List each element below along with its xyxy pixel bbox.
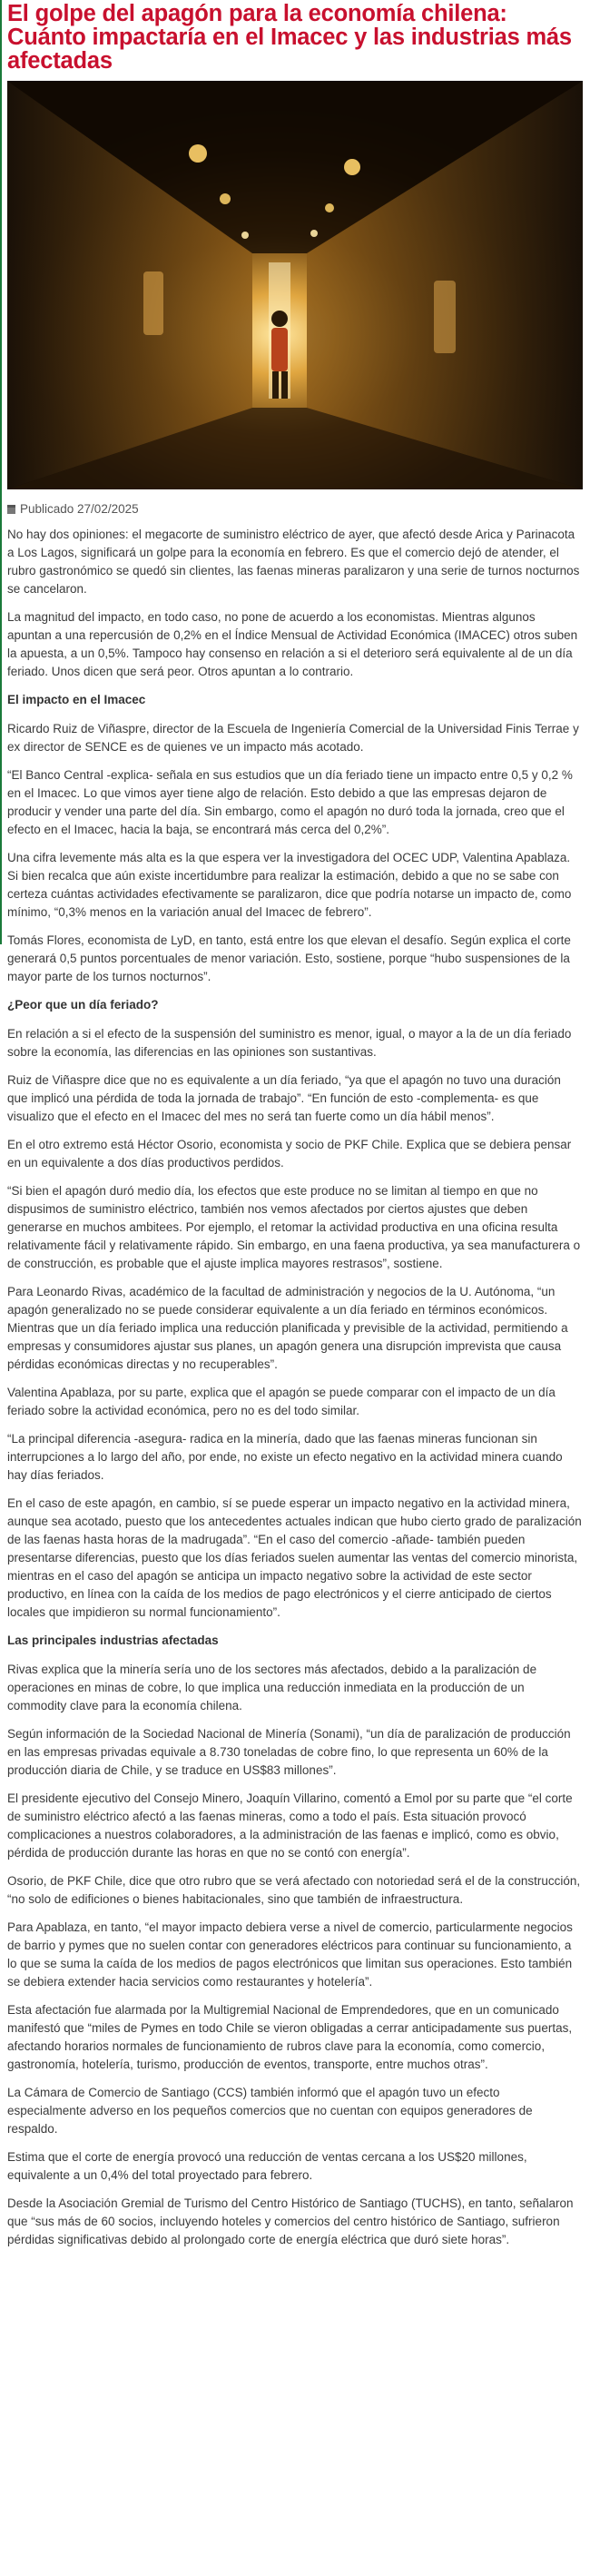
article-paragraph: Rivas explica que la minería sería uno de los sectores más afectados, debido a la paralización de operaciones en minas de cobre, lo que implica una reducción inmediata en la producción de un commodity clave para la economía chilena. xyxy=(7,1663,537,1712)
section-heading: ¿Peor que un día feriado? xyxy=(7,998,159,1012)
article-paragraph: Estima que el corte de energía provocó una reducción de ventas cercana a los US$20 millones, equivalente a un 0,4% del total proyectado para febrero. xyxy=(7,2150,527,2182)
article-paragraph: La Cámara de Comercio de Santiago (CCS) también informó que el apagón tuvo un efecto especialmente adverso en los pequeños comercios que no cuentan con equipos generadores de respaldo. xyxy=(7,2086,533,2136)
article-paragraph: Para Leonardo Rivas, académico de la facultad de administración y negocios de la U. Autónoma, “un apagón generalizado no se puede considerar equivalente a un día feriado en términos económicos. Mientras que un día feriado implica una reducción planificada y previsible de la actividad, permitiendo a empresas y consumidores ajustar sus planes, un apagón genera una disrupción imprevista que causa pérdidas económicas directas y no recuperables”. xyxy=(7,1285,568,1371)
article-paragraph: Tomás Flores, economista de LyD, en tanto, está entre los que elevan el desafío. Según explica el corte generará 0,5 puntos porcentuales de menor variación. Esto, sostiene, porque “hubo suspensiones de la mayor parte de los turnos nocturnos”. xyxy=(7,933,571,983)
article-paragraph: Esta afectación fue alarmada por la Multigremial Nacional de Emprendedores, que en un comunicado manifestó que “miles de Pymes en todo Chile se vieron obligadas a cerrar anticipadamente sus puertas, afectando horarios normales de funcionamiento de rubros clave para la economía, como comercio, gastronomía, hotelería, turismo, producción de eventos, transporte, entre muchos otras”. xyxy=(7,2003,573,2071)
tunnel-photo xyxy=(7,81,583,489)
article-paragraph: Ricardo Ruiz de Viñaspre, director de la Escuela de Ingeniería Comercial de la Universidad Finis Terrae y ex director de SENCE es de quienes ve un impacto más acotado. xyxy=(7,722,579,754)
article-paragraph: En relación a si el efecto de la suspensión del suministro es menor, igual, o mayor a la de un día feriado sobre la economía, las diferencias en las opiniones son sustantivas. xyxy=(7,1027,572,1059)
article-paragraph: Una cifra levemente más alta es la que espera ver la investigadora del OCEC UDP, Valentina Apablaza. Si bien recalca que aún existe incertidumbre para realizar la estimación, debido a que no se sabe con certeza cuántas actividades efectivamente se paralizaron, dice que podría notarse un impacto de, como mínimo, “0,3% menos en la variación anual del Imacec de febrero”. xyxy=(7,851,572,919)
article-paragraph: En el caso de este apagón, en cambio, sí se puede esperar un impacto negativo en la actividad minera, aunque sea acotado, puesto que los antecedentes actuales indican que hubo cierto grado de paralización de las faenas hasta horas de la madrugada”. “En el caso del comercio -añade- también pueden presentarse diferencias, puesto que los días feriados suelen aumentar las ventas del comercio minorista, mientras en el caso del apagón se anticipa un impacto negativo sobre la actividad de este sector productivo, en línea con la caída de los medios de pago electrónicos y el cierre anticipado de ciertos locales que impidieron su normal funcionamiento”. xyxy=(7,1496,582,1619)
article-paragraph: La magnitud del impacto, en todo caso, no pone de acuerdo a los economistas. Mientras algunos apuntan a una repercusión de 0,2% en el Índice Mensual de Actividad Económica (IMACEC) otros suben la apuesta, a un 0,5%. Tampoco hay consenso en relación a si el deterioro será equivalente al de un día feriado. Unos dicen que será peor. Otros apuntan a lo contrario. xyxy=(7,610,578,678)
article-paragraph: Valentina Apablaza, por su parte, explica que el apagón se puede comparar con el impacto de un día feriado sobre la actividad económica, pero no es del todo similar. xyxy=(7,1386,556,1417)
article-paragraph: El presidente ejecutivo del Consejo Minero, Joaquín Villarino, comentó a Emol por su parte que “el corte de suministro eléctrico afectó a las faenas mineras, como a todo el país. Esta situación provocó complicaciones a nuestros colaboradores, a la administración de las faenas e implicó, como es obvio, pérdida de producción durante las horas en que no se contó con energía”. xyxy=(7,1791,573,1860)
publish-info xyxy=(7,502,139,516)
article-body xyxy=(7,526,582,2259)
page-edge-accent xyxy=(0,0,2,944)
article-paragraph: Para Apablaza, en tanto, “el mayor impacto debiera verse a nivel de comercio, particularmente negocios de barrio y pymes que no suelen contar con generadores eléctricos para continuar su funcionamiento, a lo que se suma la caída de los medios de pagos electrónicos que limitan sus operaciones. Esto también se debiera extender hacia servicios como restaurantes y hotelería”. xyxy=(7,1920,573,1989)
publish-date: Publicado 27/02/2025 xyxy=(20,502,139,516)
article-paragraph: “La principal diferencia -asegura- radica en la minería, dado que las faenas mineras funcionan sin interrupciones a lo largo del año, por ende, no existe un efecto negativo en la actividad minera cuando hay días feriados. xyxy=(7,1432,563,1482)
section-heading: Las principales industrias afectadas xyxy=(7,1633,219,1647)
section-heading: El impacto en el Imacec xyxy=(7,693,146,706)
article-paragraph: Osorio, de PKF Chile, dice que otro rubro que se verá afectado con notoriedad será el de la construcción, “no solo de edificiones o bienes habitacionales, sino que también de infraestructura. xyxy=(7,1874,581,1906)
article-paragraph: “Si bien el apagón duró medio día, los efectos que este produce no se limitan al tiempo en que no dispusimos de suministro eléctrico, también nos vemos afectados por ciertos ajustes que deben generarse en muchos ambitees. Por ejemplo, el retomar la actividad productiva en una oficina resulta relativamente fácil y relativamente rápido. Sin embargo, en una faena productiva, ya sea manufacturera o de construcción, es probable que el ajuste implica mayores restrasos”, sostiene. xyxy=(7,1184,581,1270)
article-paragraph: En el otro extremo está Héctor Osorio, economista y socio de PKF Chile. Explica que se debiera pensar en un equivalente a dos días productivos perdidos. xyxy=(7,1138,572,1170)
article-paragraph: Según información de la Sociedad Nacional de Minería (Sonami), “un día de paralización de producción en las empresas privadas equivale a 8.730 toneladas de cobre fino, lo que representa un 60% de la producción diaria de Chile, y se traduce en US$83 millones”. xyxy=(7,1727,571,1777)
article-paragraph: “El Banco Central -explica- señala en sus estudios que un día feriado tiene un impacto entre 0,5 y 0,2 % en el Imacec. Lo que vimos ayer tiene algo de relación. Esto debido a que las empresas dejaron de producir y vender una parte del día. Sin embargo, como el apagón no duró toda la jornada, creo que el efecto en el Imacec, hacia la baja, se encontrará más cerca del 0,2%”. xyxy=(7,768,573,836)
article-paragraph: Desde la Asociación Gremial de Turismo del Centro Histórico de Santiago (TUCHS), en tanto, señalaron que “sus más de 60 socios, incluyendo hoteles y comercios del centro histórico de Santiago, sufrieron pérdidas significativas debido al prolongado corte de energía eléctrica que duró siete horas”. xyxy=(7,2196,574,2246)
article-paragraph: Ruiz de Viñaspre dice que no es equivalente a un día feriado, “ya que el apagón no tuvo una duración que implicó una pérdida de toda la jornada de trabajo”. “En función de esto -complementa- es que visualizo que el efecto en el Imacec del mes no será tan fuerte como un día hábil menos”. xyxy=(7,1073,561,1123)
calendar-icon xyxy=(7,505,15,514)
article-paragraph: No hay dos opiniones: el megacorte de suministro eléctrico de ayer, que afectó desde Arica y Parinacota a Los Lagos, significará un golpe para la economía en febrero. Es que el comercio dejó de atender, el rubro gastronómico se quedó sin clientes, las faenas mineras paralizaron y una serie de turnos nocturnos se cancelaron. xyxy=(7,528,580,596)
hero-image xyxy=(7,81,583,489)
article-title: El golpe del apagón para la economía chilena: Cuánto impactaría en el Imacec y las industrias más afectadas xyxy=(7,1,572,74)
